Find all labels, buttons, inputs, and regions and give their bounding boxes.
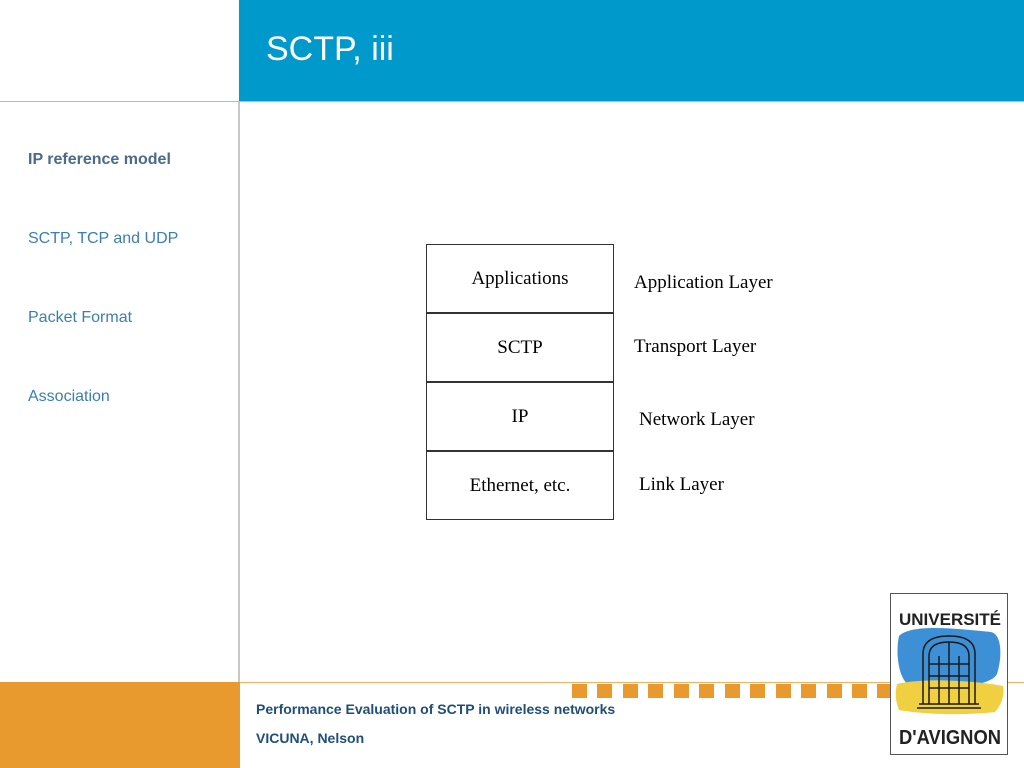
logo-line-1: UNIVERSITÉ	[899, 610, 1001, 629]
header-left-panel	[0, 0, 239, 102]
stack-box-applications: Applications	[426, 244, 614, 313]
footer-author: VICUNA, Nelson	[256, 730, 365, 746]
footer-square	[776, 684, 791, 698]
layer-label-network: Network Layer	[639, 409, 755, 430]
nav-item-sctp-tcp-udp[interactable]: SCTP, TCP and UDP	[28, 230, 179, 247]
footer-square	[827, 684, 842, 698]
nav-item-packet-format[interactable]: Packet Format	[28, 309, 133, 326]
footer-square	[801, 684, 816, 698]
footer-square	[597, 684, 612, 698]
footer-left-panel	[0, 682, 240, 768]
layer-label-application: Application Layer	[634, 272, 773, 293]
footer-square	[674, 684, 689, 698]
footer-square	[648, 684, 663, 698]
footer-square	[699, 684, 714, 698]
nav-item-association[interactable]: Association	[28, 388, 110, 405]
slide-title: SCTP, iii	[266, 30, 394, 68]
stack-box-sctp: SCTP	[426, 313, 614, 382]
stack-box-ip: IP	[426, 382, 614, 451]
sidebar-divider	[238, 102, 240, 682]
logo-line-2: D'AVIGNON	[899, 727, 1001, 749]
footer-presentation-title: Performance Evaluation of SCTP in wireless networks	[256, 701, 616, 717]
layer-label-link: Link Layer	[639, 474, 724, 495]
footer-square	[725, 684, 740, 698]
footer-square	[852, 684, 867, 698]
footer-square	[750, 684, 765, 698]
nav-item-ip-reference-model[interactable]: IP reference model	[28, 151, 171, 168]
layer-label-transport: Transport Layer	[634, 336, 757, 357]
university-logo	[890, 593, 1008, 755]
footer-square	[572, 684, 587, 698]
stack-box-ethernet: Ethernet, etc.	[426, 451, 614, 520]
university-logo-graphic	[891, 594, 1008, 755]
footer-square	[623, 684, 638, 698]
